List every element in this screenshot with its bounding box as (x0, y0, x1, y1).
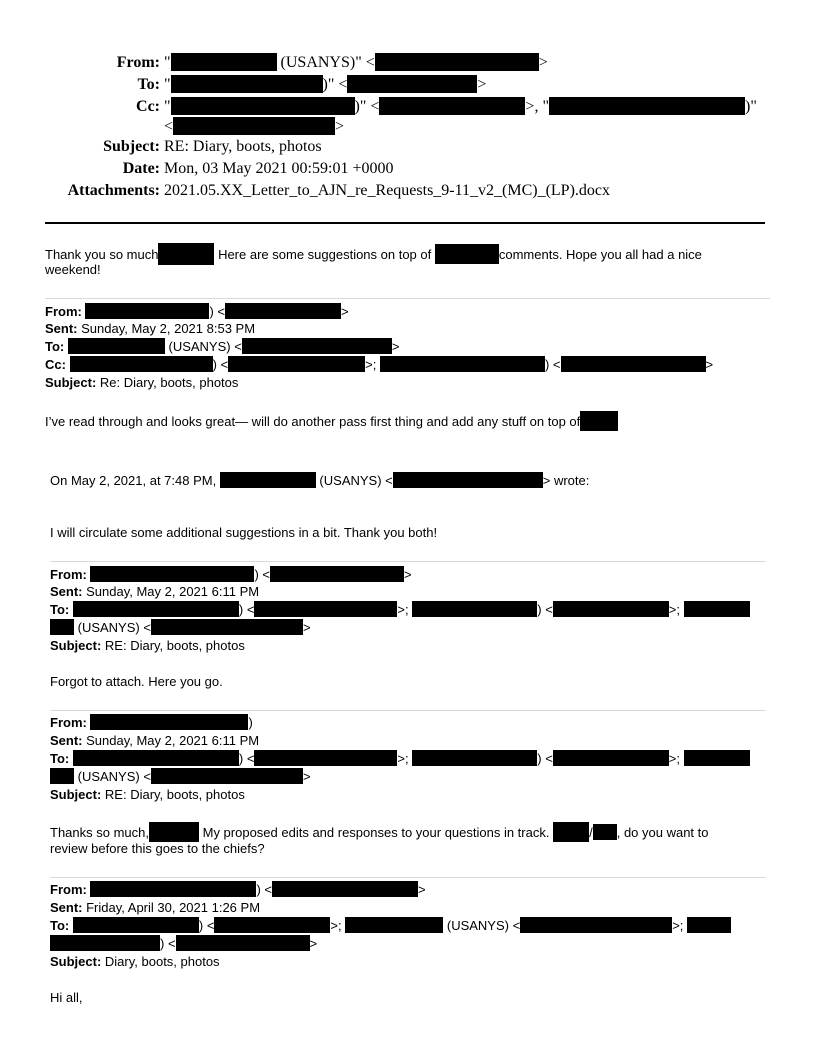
header-date-label: Date: (122, 160, 160, 177)
message-separator (50, 710, 766, 711)
redaction (254, 750, 397, 766)
header-cc-label: Cc: (136, 98, 160, 115)
email5-to: To: ) < >; ) < >; (50, 750, 750, 768)
redaction (171, 75, 323, 93)
header-subject: RE: Diary, boots, photos (164, 138, 322, 155)
redaction (228, 356, 365, 372)
email5-subject: Subject: RE: Diary, boots, photos (50, 787, 245, 802)
redaction (553, 750, 669, 766)
header-cc-row: Cc: " )" < >, " )" (0, 96, 816, 118)
message-separator (50, 561, 766, 562)
redaction (393, 472, 543, 488)
redaction (380, 356, 545, 372)
redaction (272, 881, 418, 897)
redaction (242, 338, 392, 354)
redaction (73, 601, 239, 617)
redaction (225, 303, 341, 319)
attachment-filename[interactable]: 2021.05.XX_Letter_to_AJN_re_Requests_9-11_v2_(MC)_(LP).docx (164, 182, 611, 199)
email4-subject: Subject: RE: Diary, boots, photos (50, 638, 245, 653)
redaction (345, 917, 443, 933)
redaction (684, 750, 750, 766)
header-date: Mon, 03 May 2021 00:59:01 +0000 (164, 160, 394, 177)
email4-sent: Sent: Sunday, May 2, 2021 6:11 PM (50, 584, 260, 599)
redaction (254, 601, 397, 617)
email2-from: From: ) < > (45, 304, 349, 319)
redaction (549, 97, 745, 115)
email5-to-line2: (USANYS) < > (50, 768, 311, 786)
redaction (151, 619, 303, 635)
redaction (68, 338, 165, 354)
email4-to-line2: (USANYS) < > (50, 619, 311, 637)
redaction (85, 303, 209, 319)
header-subject-label: Subject: (103, 138, 160, 155)
email6-text: Hi all, (50, 990, 83, 1005)
redaction (684, 601, 750, 617)
redaction (70, 356, 213, 372)
redaction (379, 97, 525, 115)
email2-subject: Subject: Re: Diary, boots, photos (45, 375, 239, 390)
redaction (553, 822, 589, 842)
email4-from: From: ) < > (50, 567, 412, 582)
redaction (412, 601, 537, 617)
email2-sent: Sent: Sunday, May 2, 2021 8:53 PM (45, 321, 256, 336)
header-attachments-label: Attachments: (67, 182, 160, 199)
email2-cc: Cc: ) < >; ) < > (45, 357, 714, 372)
redaction (171, 53, 277, 71)
redaction (50, 619, 74, 635)
redaction (176, 935, 310, 951)
email5-from: From: ) (50, 715, 253, 730)
redaction (561, 356, 706, 372)
header-to-label: To: (137, 76, 160, 93)
redaction (73, 750, 239, 766)
body-line-2: weekend! (45, 262, 101, 277)
redaction (412, 750, 537, 766)
redaction (220, 472, 316, 488)
redaction (580, 411, 618, 431)
header-attachments-row (0, 180, 816, 202)
header-divider (45, 222, 765, 224)
redaction (90, 714, 248, 730)
redaction (347, 75, 477, 93)
email6-sent: Sent: Friday, April 30, 2021 1:26 PM (50, 900, 261, 915)
redaction (149, 822, 199, 842)
email5-text-line2: review before this goes to the chiefs? (50, 841, 265, 856)
redaction (73, 917, 199, 933)
header-to-row: To: " )" < > (0, 74, 816, 96)
email6-subject: Subject: Diary, boots, photos (50, 954, 220, 969)
email2-to: To: (USANYS) < > (45, 339, 400, 354)
redaction (214, 917, 330, 933)
message-separator (45, 298, 770, 299)
email3-attribution: On May 2, 2021, at 7:48 PM, (USANYS) < > wrote: (50, 473, 590, 488)
header-date-row (0, 158, 816, 180)
redaction (151, 768, 303, 784)
email6-to-line2: ) < > (50, 935, 317, 953)
redaction (520, 917, 672, 933)
redaction (375, 53, 539, 71)
redaction (435, 244, 499, 264)
redaction (158, 243, 214, 265)
header-cc-row-2: < > (164, 118, 345, 135)
redaction (50, 935, 160, 951)
email6-to: To: ) < >; (USANYS) < >; (50, 917, 731, 935)
redaction (270, 566, 404, 582)
redaction (90, 566, 254, 582)
email5-sent: Sent: Sunday, May 2, 2021 6:11 PM (50, 733, 260, 748)
message-separator (50, 877, 766, 878)
header-from-row: From: " (USANYS)" < > (0, 52, 816, 74)
email5-text-line1: Thanks so much, My proposed edits and responses to your questions in track. / , do you want to (50, 822, 709, 840)
email2-text: I’ve read through and looks great— will do another pass first thing and add any stuff on top of (45, 411, 618, 429)
redaction (50, 768, 74, 784)
redaction (173, 117, 335, 135)
redaction (553, 601, 669, 617)
email4-text: Forgot to attach. Here you go. (50, 674, 223, 689)
email4-to: To: ) < >; ) < >; (50, 601, 750, 619)
redaction (687, 917, 731, 933)
redaction (171, 97, 355, 115)
email6-from: From: ) < > (50, 882, 426, 897)
body-line-1: Thank you so much Here are some suggestions on top of comments. Hope you all had a nice (45, 243, 702, 261)
redaction (593, 824, 617, 840)
redaction (90, 881, 256, 897)
header-subject-row (0, 136, 816, 158)
email3-text: I will circulate some additional suggestions in a bit. Thank you both! (50, 525, 438, 540)
header-from-label: From: (116, 54, 160, 71)
